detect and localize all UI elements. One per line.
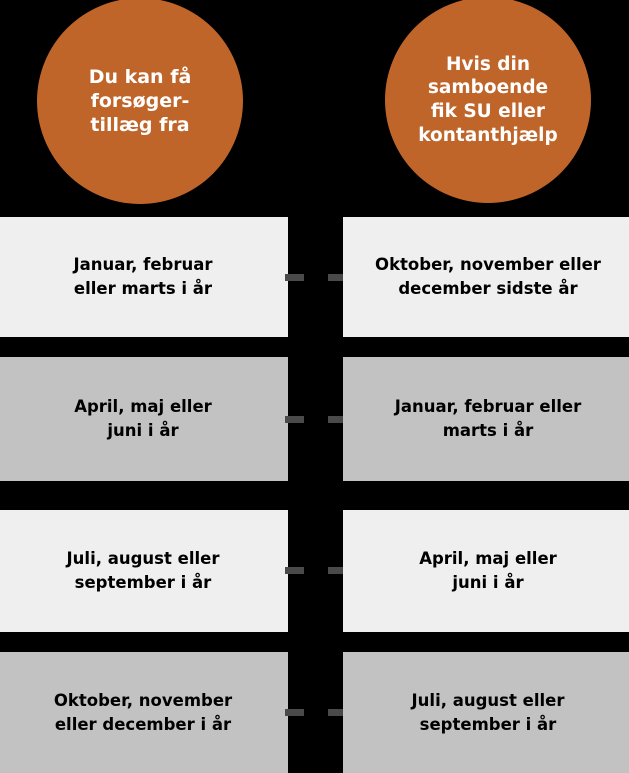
row-4-left-text: [46, 689, 240, 737]
header-circle-left: [37, 0, 243, 204]
header-left-line-2: forsøger-: [90, 89, 190, 112]
row-4-right-line-1: Juli, august eller: [411, 690, 565, 710]
row-2-left-text: [66, 395, 220, 443]
row-1-right-text: [367, 253, 609, 301]
row-3-right-text: [411, 547, 565, 595]
header-circle-right-text: [408, 53, 568, 148]
row-2-right-box: [343, 357, 629, 481]
row-3-right-box: [343, 510, 629, 632]
row-2-left-line-1: April, maj eller: [74, 397, 212, 417]
row-1-right-line-2: december sidste år: [398, 279, 578, 298]
row-2-right-line-2: marts i år: [442, 421, 534, 440]
row-2-right-text: [387, 395, 590, 443]
row-1-left-box: [0, 217, 288, 337]
header-left-line-3: tillæg fra: [90, 114, 190, 137]
header-right-line-3: fik SU eller: [430, 101, 546, 122]
header-circle-left-text: [79, 65, 202, 138]
row-4-right-line-2: september i år: [419, 714, 557, 734]
header-circle-right: [385, 0, 591, 203]
row-2-connector-left: [285, 416, 304, 423]
row-4-right-text: [404, 689, 573, 737]
row-3-left-line-2: september i år: [74, 573, 212, 592]
row-4-right-box: [343, 652, 629, 773]
row-3-left-line-1: Juli, august eller: [66, 549, 220, 569]
row-3-left-box: [0, 510, 288, 632]
row-4-connector-left: [285, 709, 304, 716]
row-1-right-box: [343, 217, 629, 337]
header-left-line-1: Du kan få: [88, 65, 192, 88]
row-3-left-text: [59, 547, 228, 595]
row-4-left-line-1: Oktober, november: [53, 690, 233, 710]
row-4-left-box: [0, 652, 288, 773]
row-1-left-text: [66, 253, 221, 301]
row-1-right-line-1: Oktober, november eller: [375, 255, 601, 275]
row-2-left-box: [0, 357, 288, 481]
row-1-left-line-1: Januar, februar: [73, 255, 213, 275]
row-3-right-line-2: juni i år: [452, 573, 524, 592]
row-1-left-line-2: eller marts i år: [73, 279, 213, 298]
row-2-right-line-1: Januar, februar eller: [394, 397, 582, 417]
row-1-connector-left: [285, 274, 304, 281]
header-right-line-4: kontanthjælp: [418, 124, 558, 146]
header-right-line-1: Hvis din: [445, 53, 531, 75]
row-3-right-line-1: April, maj eller: [419, 549, 557, 569]
row-4-left-line-2: eller december i år: [54, 714, 232, 734]
row-2-left-line-2: juni i år: [107, 421, 179, 440]
row-3-connector-left: [285, 567, 304, 574]
header-right-line-2: samboende: [427, 77, 549, 99]
